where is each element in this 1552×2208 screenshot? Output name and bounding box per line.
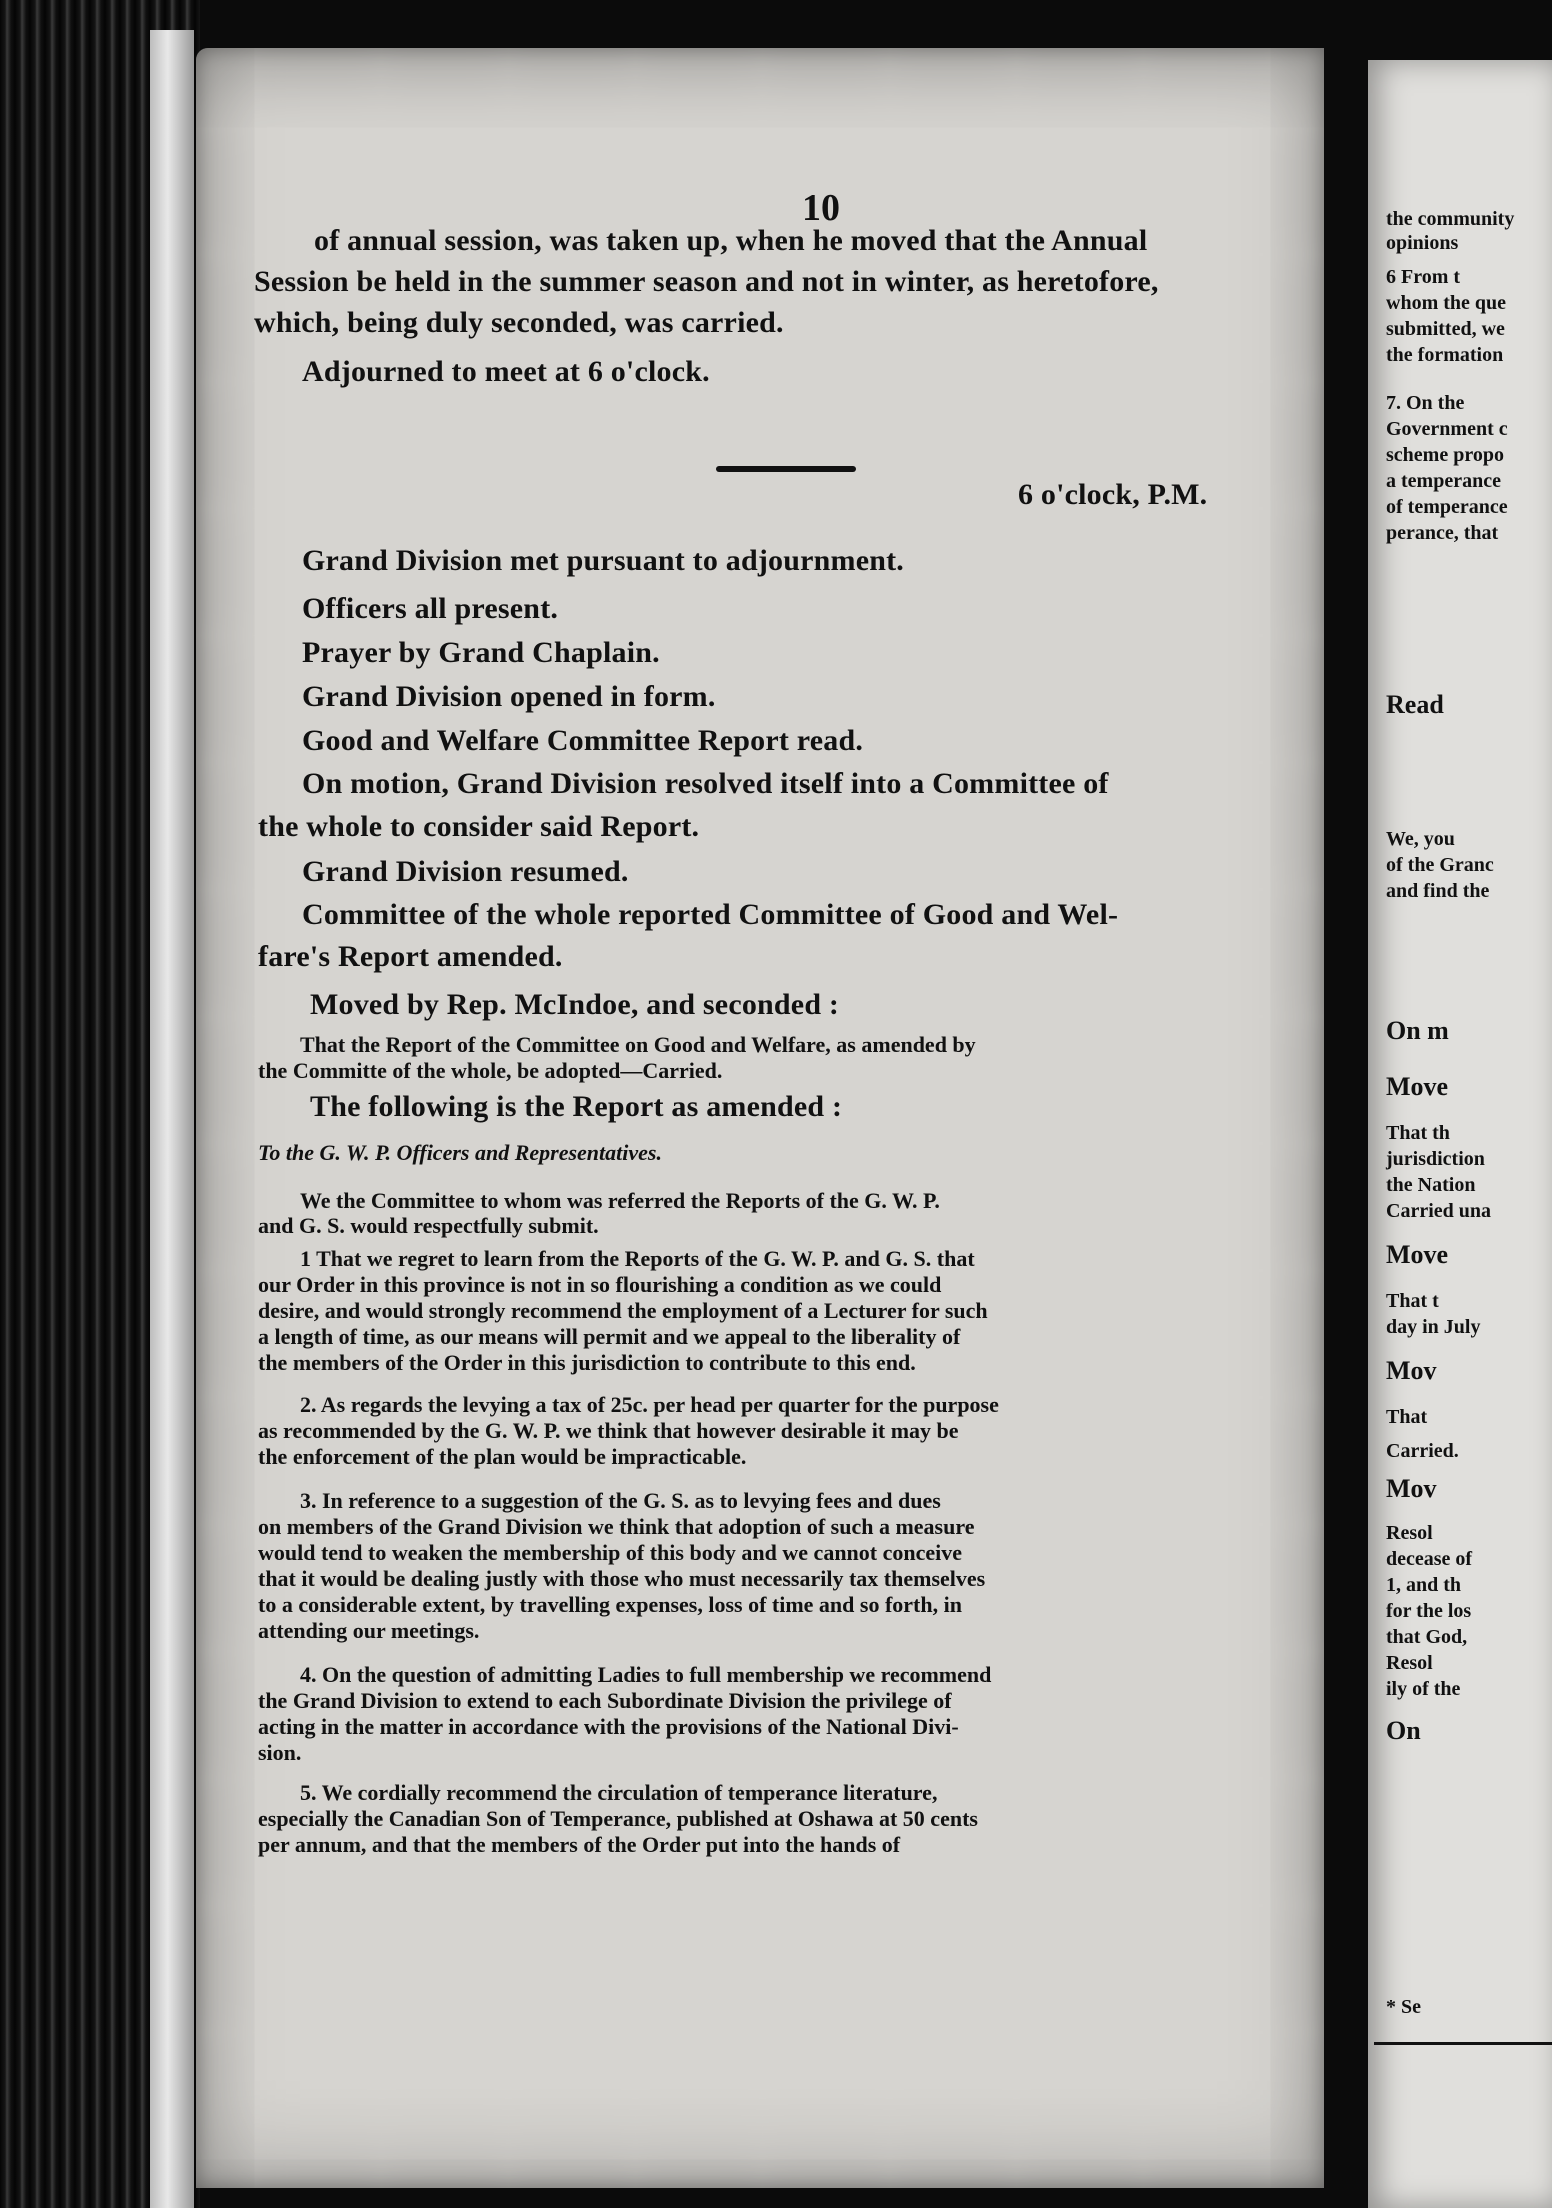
facing-text-line: 6 From t: [1386, 266, 1461, 288]
facing-text-line: Carried.: [1386, 1440, 1459, 1462]
facing-text-line: whom the que: [1386, 292, 1507, 314]
facing-text-line: * Se: [1386, 1996, 1421, 2018]
facing-page: [1368, 60, 1552, 2208]
text-line: Committee of the whole reported Committee of Good and Wel-: [302, 898, 1119, 931]
facing-text-line: That t: [1386, 1290, 1439, 1312]
text-line: Grand Division met pursuant to adjournment.: [302, 544, 904, 577]
text-line: which, being duly seconded, was carried.: [254, 306, 784, 339]
text-line: That the Report of the Committee on Good and Welfare, as amended by: [300, 1032, 976, 1057]
text-line: 2. As regards the levying a tax of 25c. per head per quarter for the purpose: [300, 1392, 999, 1417]
text-line: acting in the matter in accordance with the provisions of the National Divi-: [258, 1714, 959, 1739]
text-line: fare's Report amended.: [258, 940, 563, 973]
text-line: a length of time, as our means will permit and we appeal to the liberality of: [258, 1324, 961, 1349]
facing-text-line: Mov: [1386, 1474, 1437, 1503]
facing-text-line: Resol: [1386, 1652, 1433, 1674]
text-line: attending our meetings.: [258, 1618, 480, 1643]
text-line: Officers all present.: [302, 592, 559, 625]
footnote-rule: [1374, 2042, 1552, 2045]
text-line: 6 o'clock, P.M.: [1018, 478, 1208, 511]
facing-text-line: scheme propo: [1386, 444, 1504, 466]
text-line: sion.: [258, 1740, 302, 1765]
facing-text-line: day in July: [1386, 1316, 1481, 1338]
facing-text-line: On m: [1386, 1016, 1449, 1045]
facing-text-line: Mov: [1386, 1356, 1437, 1385]
facing-text-line: the Nation: [1386, 1174, 1476, 1196]
text-line: Adjourned to meet at 6 o'clock.: [302, 355, 710, 388]
text-line: We the Committee to whom was referred the Reports of the G. W. P.: [300, 1188, 940, 1213]
text-line: Moved by Rep. McIndoe, and seconded :: [310, 988, 840, 1021]
text-line: that it would be dealing justly with those who must necessarily tax themselves: [258, 1566, 986, 1591]
facing-text-line: Resol: [1386, 1522, 1433, 1544]
facing-text-line: That: [1386, 1406, 1428, 1428]
text-line: would tend to weaken the membership of this body and we cannot conceive: [258, 1540, 963, 1565]
text-line: 3. In reference to a suggestion of the G. S. as to levying fees and dues: [300, 1488, 941, 1513]
text-line: Session be held in the summer season and not in winter, as heretofore,: [254, 265, 1159, 298]
facing-text-line: Move: [1386, 1240, 1449, 1269]
text-line: Good and Welfare Committee Report read.: [302, 724, 864, 757]
text-line: per annum, and that the members of the Order put into the hands of: [258, 1832, 901, 1857]
text-line: on members of the Grand Division we think that adoption of such a measure: [258, 1514, 975, 1539]
text-line: On motion, Grand Division resolved itself into a Committee of: [302, 767, 1109, 800]
text-line: the enforcement of the plan would be impracticable.: [258, 1444, 747, 1469]
facing-text-line: That th: [1386, 1122, 1450, 1144]
page-number: 10: [802, 187, 840, 229]
facing-text-line: Move: [1386, 1072, 1449, 1101]
text-line: 1 That we regret to learn from the Reports of the G. W. P. and G. S. that: [300, 1246, 975, 1271]
facing-text-line: jurisdiction: [1386, 1148, 1485, 1170]
text-line: 4. On the question of admitting Ladies to full membership we recommend: [300, 1662, 992, 1687]
facing-text-line: decease of: [1386, 1548, 1473, 1570]
facing-text-line: ily of the: [1386, 1678, 1461, 1700]
facing-text-line: for the los: [1386, 1600, 1472, 1622]
text-line: The following is the Report as amended :: [310, 1090, 843, 1123]
text-line: desire, and would strongly recommend the employment of a Lecturer for such: [258, 1298, 988, 1323]
facing-text-line: a temperance: [1386, 470, 1501, 492]
text-line: our Order in this province is not in so flourishing a condition as we could: [258, 1272, 942, 1297]
text-line: Grand Division resumed.: [302, 855, 629, 888]
facing-text-line: opinions: [1386, 232, 1459, 254]
text-line: Grand Division opened in form.: [302, 680, 716, 713]
facing-text-line: the formation: [1386, 344, 1504, 366]
facing-text-line: 7. On the: [1386, 392, 1465, 414]
facing-text-line: that God,: [1386, 1626, 1468, 1648]
facing-text-line: and find the: [1386, 880, 1490, 902]
text-line: the members of the Order in this jurisdiction to contribute to this end.: [258, 1350, 916, 1375]
text-line: the Grand Division to extend to each Subordinate Division the privilege of: [258, 1688, 952, 1713]
facing-text-line: submitted, we: [1386, 318, 1505, 340]
book-edge: [0, 0, 200, 2208]
facing-text-line: of the Granc: [1386, 854, 1494, 876]
text-line: Prayer by Grand Chaplain.: [302, 636, 660, 669]
page-edge-highlight: [150, 30, 194, 2208]
text-line: To the G. W. P. Officers and Representatives.: [258, 1140, 662, 1165]
text-line: of annual session, was taken up, when he moved that the Annual: [314, 224, 1148, 257]
text-line: 5. We cordially recommend the circulation of temperance literature,: [300, 1780, 938, 1805]
facing-text-line: On: [1386, 1716, 1421, 1745]
facing-text-line: Government c: [1386, 418, 1508, 440]
facing-text-line: of temperance: [1386, 496, 1508, 518]
facing-text-line: 1, and th: [1386, 1574, 1462, 1596]
text-line: as recommended by the G. W. P. we think that however desirable it may be: [258, 1418, 959, 1443]
text-line: to a considerable extent, by travelling expenses, loss of time and so forth, in: [258, 1592, 962, 1617]
facing-text-line: Carried una: [1386, 1200, 1491, 1222]
text-line: the Committe of the whole, be adopted—Carried.: [258, 1058, 723, 1083]
text-line: the whole to consider said Report.: [258, 810, 700, 843]
facing-text-line: We, you: [1386, 828, 1455, 850]
page: [196, 48, 1324, 2188]
facing-text-line: perance, that: [1386, 522, 1499, 544]
facing-text-line: Read: [1386, 690, 1444, 719]
text-line: especially the Canadian Son of Temperance, published at Oshawa at 50 cents: [258, 1806, 978, 1831]
text-line: and G. S. would respectfully submit.: [258, 1213, 599, 1238]
facing-text-line: the community: [1386, 208, 1515, 230]
section-divider: [716, 466, 856, 472]
